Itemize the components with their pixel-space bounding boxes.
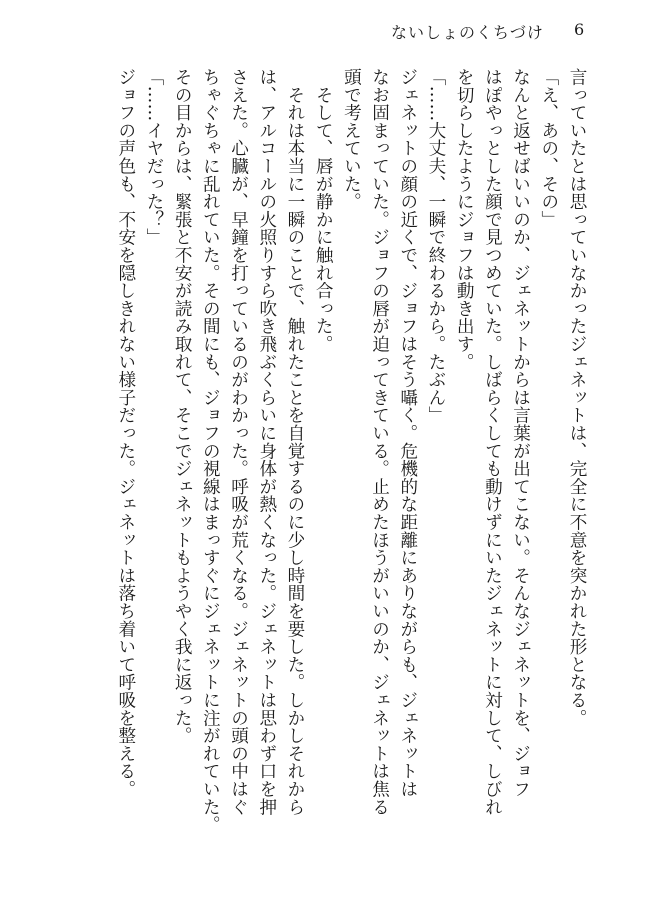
text-line: ジョフの声色も、不安を隠しきれない様子だった。ジェネットは落ち着いて呼吸を整える。 [115, 68, 136, 798]
text-line: なお固まっていた。ジョフの唇が迫ってきている。止めたほうがいいのか、ジェネットは焦る [369, 68, 390, 816]
text-line: そして、唇が静かに触れ合った。 [313, 68, 334, 353]
text-line: は、アルコールの火照りすら吹き飛ぶくらいに身体が熱くなった。ジェネットは思わず口を押 [256, 68, 277, 816]
text-line: ちゃぐちゃに乱れていた。その間にも、ジョフの視線はまっすぐにジェネットに注がれていた。 [200, 68, 221, 834]
page-number: 6 [574, 20, 585, 39]
running-head-title: ないしょのくちづけ [391, 23, 544, 42]
text-line: を切らしたようにジョフは動き出す。 [454, 68, 475, 371]
text-line: 「え、あの、その」 [538, 68, 559, 229]
text-line: その目からは、緊張と不安が読み取れて、そこでジェネットもようやく我に返った。 [172, 68, 193, 745]
text-line: さえた。心臓が、早鐘を打っているのがわかった。呼吸が荒くなる。ジェネットの頭の中はぐ [228, 68, 249, 816]
text-line: はぽやっとした顔で見つめていた。しばらくしても動けずにいたジェネットに対して、しびれ [482, 68, 503, 816]
text-line: なんと返せばいいのか、ジェネットからは言葉が出てこない。そんなジェネットを、ジョフ [510, 68, 531, 798]
body-text [71, 68, 591, 858]
text-line: 「……大丈夫、一瞬で終わるから。たぶん」 [425, 68, 446, 424]
text-line: 「……イヤだった？」 [143, 68, 164, 246]
text-line: 頭で考えていた。 [341, 68, 362, 211]
text-line: ジェネットの顔の近くで、ジョフはそう囁く。危機的な距離にありながらも、ジェネットは [397, 68, 418, 798]
text-line: 言っていたとは思っていなかったジェネットは、完全に不意を突かれた形となる。 [567, 68, 587, 727]
text-line: それは本当に一瞬のことで、触れたことを自覚するのに少し時間を要した。しかしそれから [284, 68, 305, 816]
